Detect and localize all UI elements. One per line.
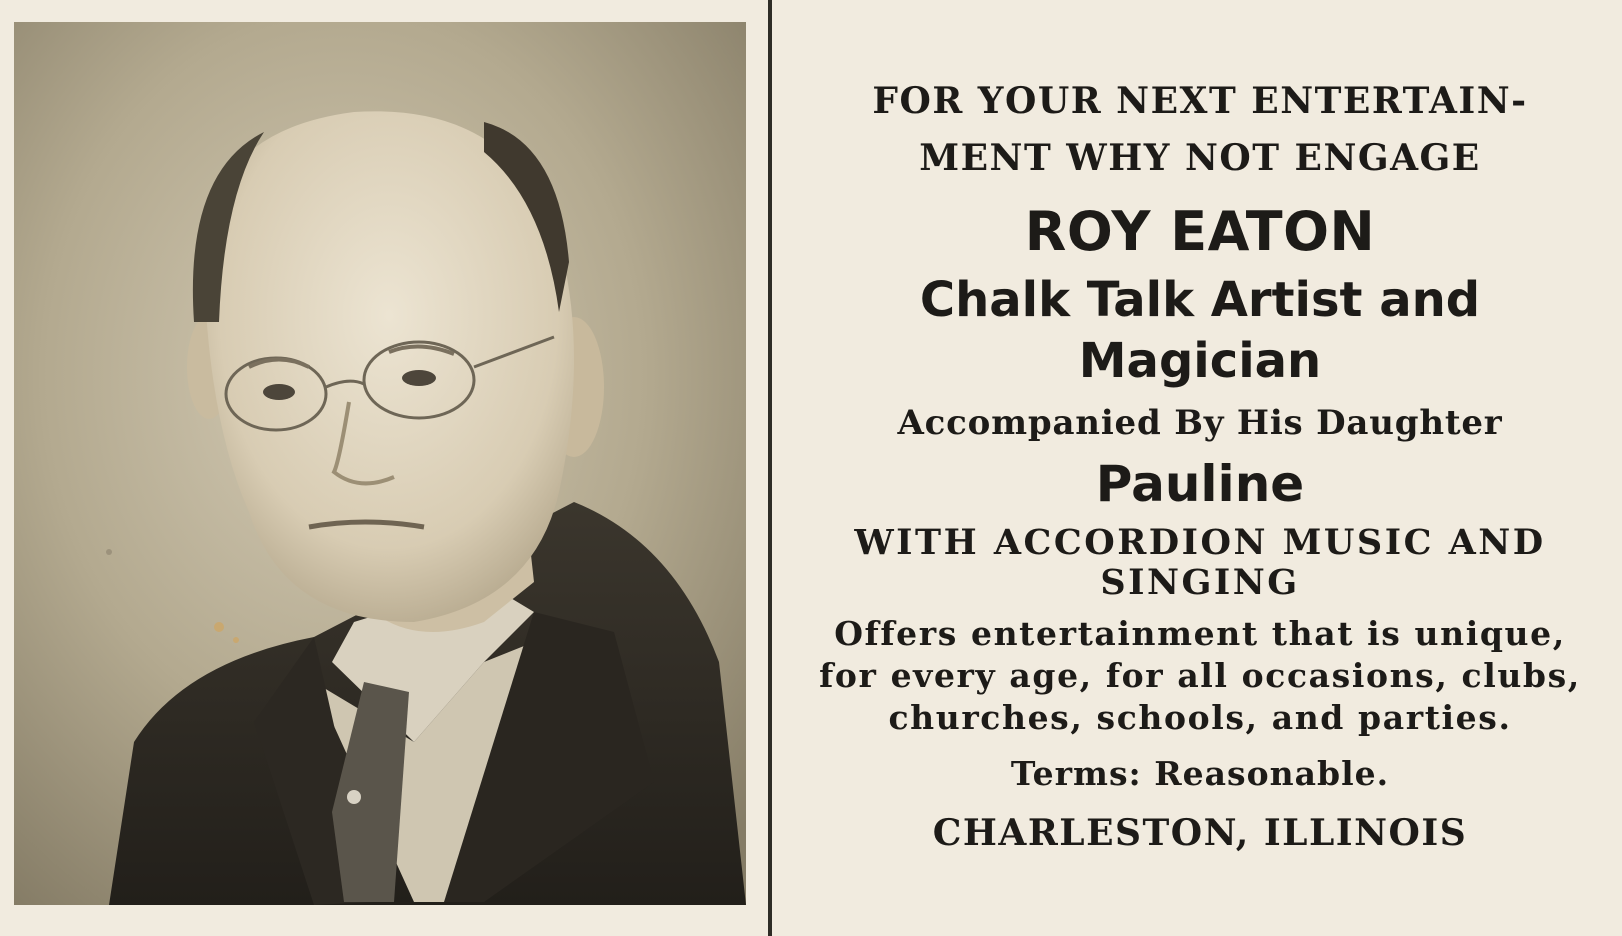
accompanied-line: Accompanied By His Daughter — [897, 403, 1503, 443]
intro-line-2: MENT WHY NOT ENGAGE — [919, 137, 1481, 179]
performer-title-line-2: Magician — [1078, 333, 1322, 389]
center-divider — [768, 0, 772, 936]
daughter-name: Pauline — [1095, 455, 1305, 513]
terms-line: Terms: Reasonable. — [1010, 754, 1390, 793]
music-line-2: SINGING — [1100, 562, 1300, 603]
performer-title-line-1: Chalk Talk Artist and — [919, 272, 1481, 328]
performer-name: ROY EATON — [1024, 200, 1376, 263]
advertisement-text — [790, 0, 1610, 936]
offer-line-1: Offers entertainment that is unique, — [834, 614, 1566, 653]
intro-line-1: FOR YOUR NEXT ENTERTAIN- — [872, 80, 1528, 122]
portrait-photo — [14, 22, 746, 905]
offer-line-3: churches, schools, and parties. — [888, 698, 1512, 737]
music-line-1: WITH ACCORDION MUSIC AND — [854, 522, 1546, 563]
location-line: CHARLESTON, ILLINOIS — [932, 812, 1468, 854]
offer-line-2: for every age, for all occasions, clubs, — [819, 656, 1581, 695]
portrait-illustration — [14, 22, 746, 905]
